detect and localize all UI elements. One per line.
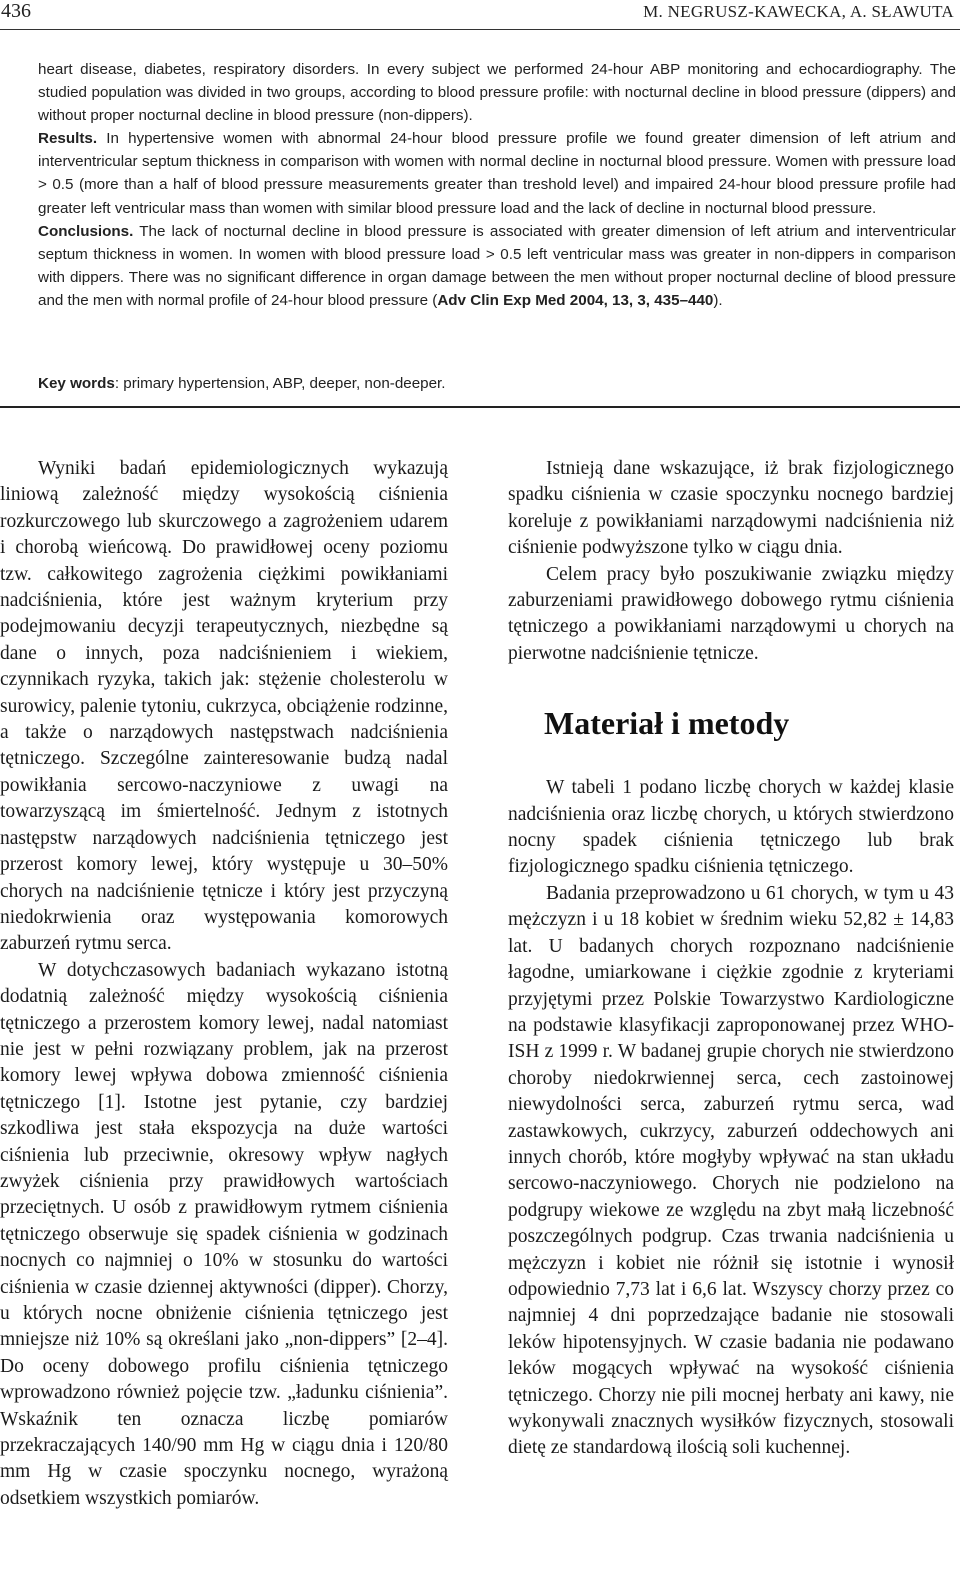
keywords-text: : primary hypertension, ABP, deeper, non-deeper. [114,375,446,392]
page-number: 436 [1,0,31,22]
abstract-methods-text: heart disease, diabetes, respiratory disorders. In every subject we performed 24-hour ABP monitoring and echocardiography. The studied population was divided in two groups, according to blood pressure profile: with nocturnal decline in blood pressure (dippers) and without proper nocturnal decline in blood pressure (non-dippers). [38,61,956,125]
abstract-conclusions [38,220,956,312]
running-head [0,0,960,26]
keywords-label: Key words [38,375,115,392]
body-paragraph: Istnieją dane wskazujące, iż brak fizjologicznego spadku ciśnienia w czasie spoczynku nocnego bardziej koreluje z powikłaniami narządowymi nadciśnienia niż ciśnienie podwyższone tylko w ciągu dnia. [508,458,954,559]
body-paragraph: W dotychczasowych badaniach wykazano istotną dodatnią zależność między wysokością ciśnienia tętniczego a przerostem komory lewej, nadal natomiast nie jest w pełni rozwiązany problem, jak na przerost komory lewej wpływa dobowa zmienność ciśnienia tętniczego [1]. Istotne jest pytanie, czy bardziej szkodliwa jest stała ekspozycja na duże wartości ciśnienia lub przeciwnie, okresowy wpływ nagłych zwyżek ciśnienia przy prawidłowych wartościach przeciętnych. U osób z prawidłowym rytmem ciśnienia tętniczego obserwuje się spadek ciśnienia w godzinach nocnych co najmniej o 10% w stosunku do wartości ciśnienia w czasie dziennej aktywności (dipper). Chorzy, u których nocne obniżenie ciśnienia tętniczego jest mniejsze niż 10% są określani jako „non-dippers” [2–4]. Do oceny dobowego profilu ciśnienia tętniczego wprowadzono również pojęcie tzw. „ładunku ciśnienia”. Wskaźnik ten oznacza liczbę pomiarów przekraczających 140/90 mm Hg w ciągu dnia i 120/80 mm Hg w czasie spoczynku nocnego, wyrażoną odsetkiem wszystkich pomiarów. [0,959,448,1509]
citation-close: ). [713,291,723,309]
abstract-rule [0,406,960,408]
keywords [38,373,956,395]
body-paragraph: W tabeli 1 podano liczbę chorych w każdej klasie nadciśnienia oraz liczbę chorych, u których stwierdzono nocny spadek ciśnienia tętniczego lub brak fizjologicznego spadku ciśnienia tętniczego. [508,777,954,878]
abstract-methods [38,58,956,127]
conclusions-label: Conclusions. [38,222,134,240]
citation: Adv Clin Exp Med 2004, 13, 3, 435–440 [437,291,714,309]
abstract-results [38,127,956,219]
running-head-authors: M. NEGRUSZ-KAWECKA, A. SŁAWUTA [643,2,954,21]
results-label: Results. [38,130,98,148]
body-paragraph: Celem pracy było poszukiwanie związku między zaburzeniami prawidłowego dobowego rytmu ciśnienia tętniczego a powikłaniami narządowymi u chorych na pierwotne nadciśnienie tętnicze. [508,563,954,664]
header-rule [0,29,960,30]
abstract [38,58,956,312]
right-column [508,456,954,1462]
body-paragraph: Wyniki badań epidemiologicznych wykazują liniową zależność między wysokością ciśnienia rozkurczowego lub skurczowego a zagrożeniem udarem i chorobą wieńcową. Do prawidłowej oceny poziomu tzw. całkowitego zagrożenia ciężkimi powikłaniami nadciśnienia, które jest ważnym kryterium przy podejmowaniu decyzji terapeutycznych, niezbędne są dane o innych, poza nadciśnieniem i wiekiem, czynnikach ryzyka, takich jak: stężenie cholesterolu w surowicy, palenie tytoniu, cukrzyca, obciążenie rodzinne, a także o narządowych następstwach nadciśnienia tętniczego. Szczególne zainteresowanie budzą nadal powikłania sercowo-naczyniowe z uwagi na towarzyszącą im śmiertelność. Jednym z istotnych następstw narządowych nadciśnienia tętniczego jest przerost komory lewej, który występuje u 30–50% chorych na nadciśnienie tętnicze i który jest przyczyną niedokrwienia oraz występowania komorowych zaburzeń rytmu serca. [0,458,448,955]
left-column [0,456,448,1512]
body-paragraph: Badania przeprowadzono u 61 chorych, w tym u 43 mężczyzn i u 18 kobiet w średnim wieku 52,82 ± 14,83 lat. U badanych chorych rozpoznano nadciśnienie łagodne, umiarkowane i ciężkie zgodnie z kryteriami przyjętymi przez Polskie Towarzystwo Kardiologiczne na podstawie klasyfikacji zaproponowanej przez WHO-ISH z 1999 r. W badanej grupie chorych nie stwierdzono choroby niedokrwiennej serca, cech zastoinowej niewydolności serca, zaburzeń rytmu serca, wad zastawkowych, cukrzycy, zaburzeń oddechowych ani innych chorób, które mogłyby wpływać na stan układu sercowo-naczyniowego. Chorych nie podzielono na podgrupy wiekowe ze względu na zbyt małą liczebność poszczególnych podgrup. Czas trwania nadciśnienia u mężczyzn i kobiet nie różnił się istotnie i wynosił odpowiednio 7,73 lat i 6,6 lat. Wszyscy chorzy przez co najmniej 4 dni poprzedzające badanie nie stosowali leków hipotensyjnych. W czasie badania nie podawano leków mogących wpływać na wysokość ciśnienia tętniczego. Chorzy nie pili mocnej herbaty ani kawy, nie wykonywali znacznych wysiłków fizycznych, stosowali dietę ze standardową ilością soli kuchennej. [508,882,954,1459]
conclusions-text: The lack of nocturnal decline in blood pressure is associated with greater dimension of left atrium and interventricular septum thickness in women. In women with blood pressure load > 0.5 left ventricular mass was greater in non-dippers in comparison with dippers. There was no significant difference in organ damage between the men without proper nocturnal decline of blood pressure and the men with normal profile of 24-hour blood pressure ( [38,222,956,309]
section-heading: Materiał i metody [544,705,790,742]
results-text: In hypertensive women with abnormal 24-hour blood pressure profile we found greater dimension of left atrium and interventricular septum thickness in comparison with women with normal decline in nocturnal blood pressure. Women with pressure load > 0.5 (more than a half of blood pressure measurements greater than treshold level) and impaired 24-hour blood pressure profile had greater left ventricular mass than women with similar blood pressure load and the lack of decline in nocturnal blood pressure. [38,130,956,217]
